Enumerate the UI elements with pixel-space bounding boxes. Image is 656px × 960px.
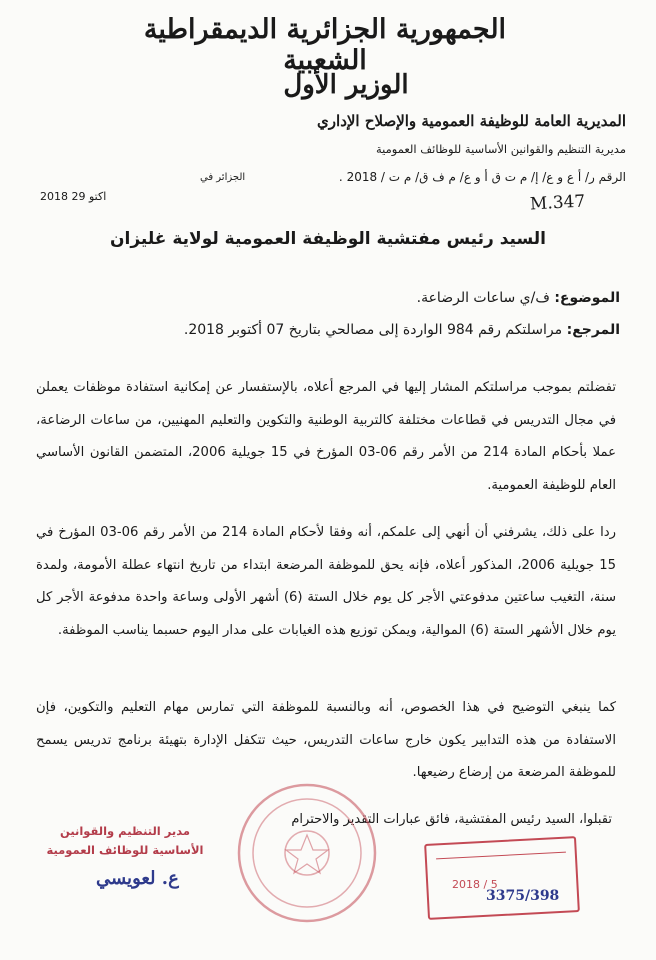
handwritten-number: M.347 [529,191,586,215]
directorate-heading: المديرية العامة للوظيفة العمومية والإصلاح الإداري [317,112,626,130]
addressee: السيد رئيس مفتشية الوظيفة العمومية لولاية غليزان [110,229,546,249]
prime-minister-heading: الوزير الأول [283,70,409,100]
signatory-title: مدير التنظيم والقوانين الأساسية للوظائف العمومية [46,824,204,857]
official-seal [232,778,382,928]
sub-directorate-heading: مديرية التنظيم والقوانين الأساسية للوظائف العمومية [375,142,626,156]
body-paragraph-2: ردا على ذلك، يشرفني أن أنهي إلى علمكم، أنه وفقا لأحكام المادة 214 من الأمر رقم 06-03 المؤرخ في 15 جويلية 2006، المذكور أعلاه، فإنه يحق للموظفة المرضعة ابتداء من تاريخ انتهاء عطلة الأمومة، ولمدة سنة، التغيب ساعتين مدفوعتي الأجر كل يوم خلال الستة (6) أشهر الأولى وساعة واحدة مدفوعة الأجر كل يوم خلال الأشهر الستة (6) الموالية، ويمكن توزيع هذه الغيابات على مدار اليوم حسبما يناسب الموظفة. [36,525,617,638]
date-stamp: 2018 اكتو 29 [40,190,107,203]
subject-text: ف/ي ساعات الرضاعة. [416,290,550,306]
signatory-name: ع. لعويسي [96,868,179,889]
closing-formula: تقبلوا، السيد رئيس المفتشية، فائق عبارات التقدير والاحترام [291,812,612,827]
reference-text: مراسلتكم رقم 984 الواردة إلى مصالحي بتاريخ 07 أكتوبر 2018. [183,322,563,338]
subject-label: الموضوع: [554,290,620,306]
stamp-registration-number: 3375/398 [486,888,560,904]
place-label: الجزائر في [200,172,246,183]
body-paragraph-1: تفضلتم بموجب مراسلتكم المشار إليها في المرجع أعلاه، بالإستفسار عن إمكانية استفادة موظفات يعملن في مجال التدريس في قطاعات مختلفة كالتربية الوطنية والتكوين والتعليم المهنيين، من ساعات الرضاعة، عملا بأحكام المادة 214 من الأمر رقم 06-03 المؤرخ في 15 جويلية 2006، المتضمن القانون الأساسي العام للوظيفة العمومية. [36,380,616,493]
reference-label: المرجع: [566,322,620,338]
subject-line [36,290,620,306]
stamp-date: 2018 / 5 [452,878,498,891]
incoming-mail-stamp [424,836,580,920]
republic-heading: الجمهورية الجزائرية الديمقراطية الشعبية [143,14,507,76]
reference-line [36,322,620,338]
reference-number: الرقم ر/ أ ع و ع/ إ/ م ت ق أ و ع/ م ف ق/ م ت / 2018 . [338,170,626,184]
body-paragraph-3: كما ينبغي التوضيح في هذا الخصوص، أنه وبالنسبة للموظفة التي تمارس مهام التعليم والتكوين، فإن الاستفادة من هذه التدابير يكون خارج ساعات التدريس، حيث تتكفل الإدارة بتهيئة برنامج تدريس يسمح للموظفة المرضعة من إرضاع رضيعها. [36,700,616,780]
